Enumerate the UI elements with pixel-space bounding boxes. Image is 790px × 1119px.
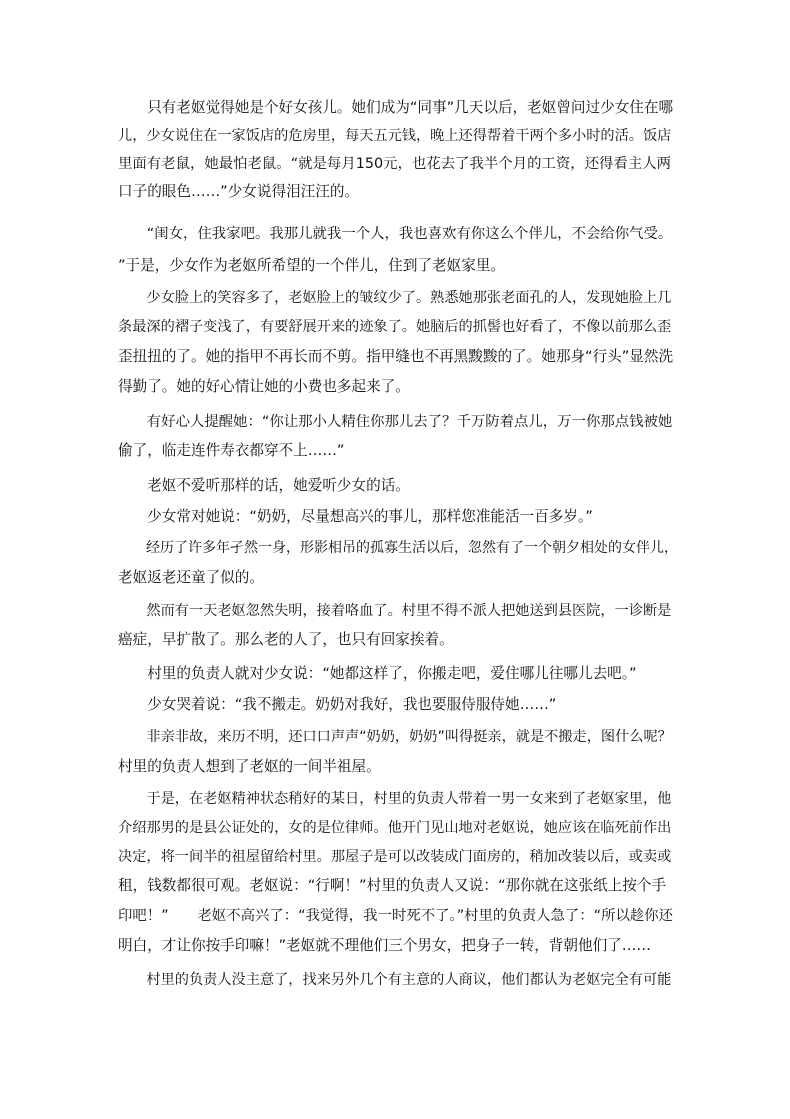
text-line: 村里的负责人没主意了，找来另外几个有主意的人商议，他们都认为老妪完全有可能 <box>118 972 672 988</box>
text-line: ”于是，少女作为老妪所希望的一个伴儿，住到了老妪家里。 <box>118 257 506 274</box>
text-line: “闺女，住我家吧。我那儿就我一个人，我也喜欢有你这么个伴儿，不会给你气受。 <box>118 226 673 242</box>
text-line: 歪扭扭的了。她的指甲不再长而不剪。指甲缝也不再黑黢黢的了。她那身“行头”显然洗 <box>118 348 674 365</box>
text-line: 偷了，临走连件寿衣都穿不上……” <box>118 442 345 459</box>
text-line: 口子的眼色……”少女说得泪汪汪的。 <box>118 183 360 200</box>
text-line: 印吧！” 老妪不高兴了：“我觉得，我一时死不了。”村里的负责人急了：“所以趁你还 <box>118 908 674 924</box>
text-line: 非亲非故，来历不明，还口口声声“奶奶，奶奶”叫得挺亲，就是不搬走，图什么呢？ <box>118 729 672 745</box>
text-line: 少女哭着说：“我不搬走。奶奶对我好，我也要服侍服侍她……” <box>118 696 557 713</box>
text-line: 租，钱数都很可观。老妪说：“行啊！”村里的负责人又说：“那你就在这张纸上按个手 <box>118 877 667 894</box>
text-line: 少女脸上的笑容多了，老妪脸上的皱纹少了。熟悉她那张老面孔的人，发现她脸上几 <box>118 290 672 306</box>
text-line: 老妪返老还童了似的。 <box>118 569 264 586</box>
text-line: 于是，在老妪精神状态稍好的某日，村里的负责人带着一男一女来到了老妪家里，他 <box>118 791 672 807</box>
text-line: 明白，才让你按手印嘛！”老妪就不理他们三个男女，把身子一转，背朝他们了…… <box>118 937 651 954</box>
text-line: 里面有老鼠，她最怕老鼠。“就是每月150元，也花去了我半个月的工资，还得看主人两 <box>118 156 671 172</box>
text-line: 儿，少女说住在一家饭店的危房里，每天五元钱，晚上还得帮着干两个多小时的活。饭店 <box>118 128 672 144</box>
text-line: 村里的负责人想到了老妪的一间半祖屋。 <box>118 758 381 775</box>
text-line: 只有老妪觉得她是个好女孩儿。她们成为“同事”几天以后，老妪曾问过少女住在哪 <box>118 99 674 116</box>
text-line: 老妪不爱听那样的话，她爱听少女的话。 <box>118 477 410 494</box>
text-line: 得勤了。她的好心情让她的小费也多起来了。 <box>118 378 410 395</box>
text-line: 少女常对她说：“奶奶，尽量想高兴的事儿，那样您准能活一百多岁。” <box>118 508 593 525</box>
text-line: 决定，将一间半的祖屋留给村里。那屋子是可以改装成门面房的，稍加改装以后，或卖或 <box>118 849 672 865</box>
text-line: 村里的负责人就对少女说：“她都这样了，你搬走吧，爱住哪儿往哪儿去吧。” <box>118 665 637 682</box>
text-line: 癌症，早扩散了。那么老的人了，也只有回家挨着。 <box>118 631 454 648</box>
text-line: 经历了许多年孑然一身，形影相吊的孤寡生活以后，忽然有了一个朝夕相处的女伴儿， <box>118 540 678 556</box>
text-line: 介绍那男的是县公证处的，女的是位律师。他开门见山地对老妪说，她应该在临死前作出 <box>118 820 672 836</box>
text-line: 有好心人提醒她：“你让那小人精住你那儿去了？千万防着点儿，万一你那点钱被她 <box>118 414 673 430</box>
text-line: 条最深的褶子变浅了，有要舒展开来的迹象了。她脑后的抓髻也好看了，不像以前那么歪 <box>118 319 672 335</box>
text-line: 然而有一天老妪忽然失明，接着咯血了。村里不得不派人把她送到县医院，一诊断是 <box>118 603 672 619</box>
